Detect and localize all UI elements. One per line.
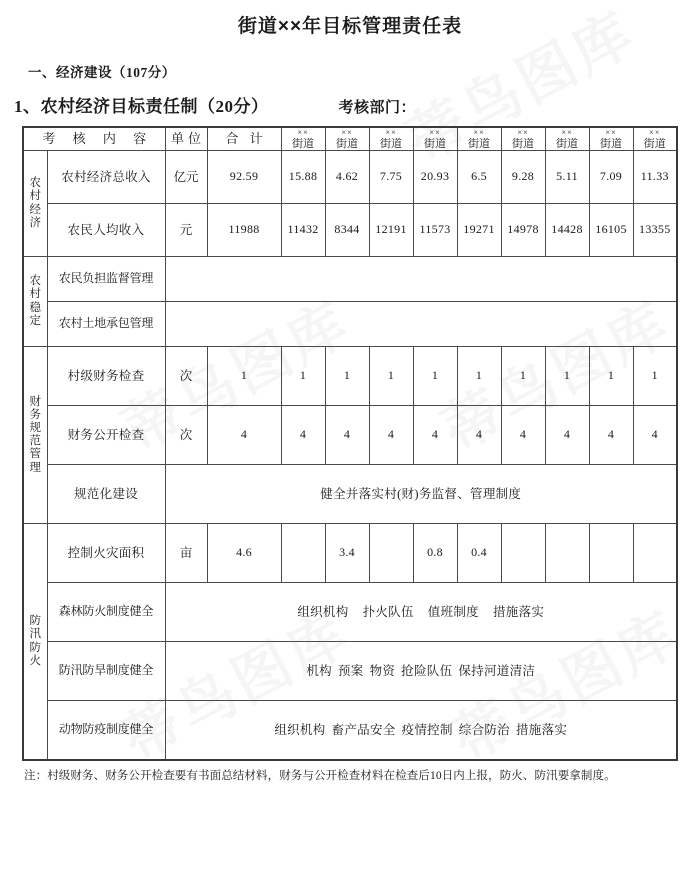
value-cell-7: 5.11 <box>545 151 589 204</box>
value-cell-2: 8344 <box>325 204 369 257</box>
table-row <box>23 583 677 642</box>
category-char: 村 <box>29 190 41 203</box>
unit-cell: 元 <box>165 204 207 257</box>
header-content: 考 核 内 容 <box>23 127 165 151</box>
value-cell-2: 3.4 <box>325 524 369 583</box>
header-street-7 <box>545 127 589 151</box>
page-title: 街道××年目标管理责任表 <box>237 16 463 37</box>
category-char: 财 <box>29 395 41 408</box>
header-street-4 <box>413 127 457 151</box>
item-label-cell: 控制火灾面积 <box>47 524 165 583</box>
header-street-2 <box>325 127 369 151</box>
description-part: 机构 <box>306 664 332 679</box>
street-suffix: 街道 <box>468 137 491 150</box>
item-label-cell: 农民人均收入 <box>47 204 165 257</box>
value-cell-5: 6.5 <box>457 151 501 204</box>
unit-cell: 次 <box>165 347 207 406</box>
value-cell-8: 16105 <box>589 204 633 257</box>
table-row <box>23 642 677 701</box>
description-part: 物资 <box>369 664 396 679</box>
category-char: 经 <box>29 203 41 216</box>
assessment-department-label: 考核部门： <box>338 99 417 116</box>
street-prefix: ×× <box>561 126 573 137</box>
value-cell-8: 4 <box>589 406 633 465</box>
category-char: 防 <box>29 641 41 654</box>
header-street-5 <box>457 127 501 151</box>
unit-cell: 亿元 <box>165 151 207 204</box>
table-row <box>23 204 677 257</box>
total-cell: 11988 <box>207 204 281 257</box>
merged-description-cell <box>165 302 677 347</box>
merged-description-cell <box>165 701 677 761</box>
description-part: 预案 <box>337 664 364 679</box>
value-cell-9: 1 <box>633 347 677 406</box>
value-cell-2: 4 <box>325 406 369 465</box>
description-part: 保持河道清洁 <box>458 664 536 679</box>
street-prefix: ×× <box>605 126 617 137</box>
value-cell-7: 1 <box>545 347 589 406</box>
street-suffix: 街道 <box>600 137 623 150</box>
table-row <box>23 465 677 524</box>
value-cell-4: 20.93 <box>413 151 457 204</box>
description-part: 措施落实 <box>515 723 568 738</box>
value-cell-9 <box>633 524 677 583</box>
item-label-cell: 森林防火制度健全 <box>47 583 165 642</box>
category-char: 务 <box>29 408 41 421</box>
value-cell-9: 11.33 <box>633 151 677 204</box>
header-street-9 <box>633 127 677 151</box>
table-row <box>23 257 677 302</box>
value-cell-5: 4 <box>457 406 501 465</box>
item-label-cell: 规范化建设 <box>47 465 165 524</box>
category-char: 管 <box>29 448 41 461</box>
value-cell-8: 7.09 <box>589 151 633 204</box>
street-prefix: ×× <box>341 126 353 137</box>
category-char: 防 <box>29 615 41 628</box>
street-prefix: ×× <box>429 126 441 137</box>
table-row <box>23 302 677 347</box>
subsection-row <box>0 81 700 126</box>
merged-description-cell <box>165 583 677 642</box>
description-part: 畜产品安全 <box>331 723 396 738</box>
street-prefix: ×× <box>385 126 397 137</box>
unit-cell: 亩 <box>165 524 207 583</box>
item-label-cell: 农民负担监督管理 <box>47 257 165 302</box>
table-container <box>0 126 700 761</box>
category-char: 农 <box>29 177 41 190</box>
table-row <box>23 151 677 204</box>
table-row <box>23 701 677 761</box>
responsibility-table <box>22 126 678 761</box>
description-part: 组织机构 <box>297 605 349 620</box>
street-suffix: 街道 <box>424 137 447 150</box>
street-prefix: ×× <box>648 126 661 137</box>
value-cell-5: 0.4 <box>457 524 501 583</box>
value-cell-3 <box>369 524 413 583</box>
merged-description-cell <box>165 257 677 302</box>
value-cell-3: 1 <box>369 347 413 406</box>
merged-description-cell: 健全并落实村(财)务监督、管理制度 <box>165 465 677 524</box>
total-cell: 4 <box>207 406 281 465</box>
value-cell-2: 1 <box>325 347 369 406</box>
value-cell-4: 11573 <box>413 204 457 257</box>
value-cell-3: 7.75 <box>369 151 413 204</box>
category-char: 规 <box>29 421 41 434</box>
table-row <box>23 524 677 583</box>
value-cell-7: 14428 <box>545 204 589 257</box>
category-char: 村 <box>29 288 41 301</box>
value-cell-8: 1 <box>589 347 633 406</box>
value-cell-6: 9.28 <box>501 151 545 204</box>
street-suffix: 街道 <box>292 137 315 150</box>
category-cell <box>23 257 47 347</box>
category-cell <box>23 524 47 761</box>
item-label-cell: 村级财务检查 <box>47 347 165 406</box>
value-cell-9: 4 <box>633 406 677 465</box>
description-part: 综合防治 <box>458 723 510 738</box>
value-cell-1: 15.88 <box>281 151 325 204</box>
street-suffix: 街道 <box>512 137 535 150</box>
value-cell-5: 1 <box>457 347 501 406</box>
category-char: 火 <box>29 654 41 667</box>
table-header <box>23 127 677 151</box>
value-cell-3: 12191 <box>369 204 413 257</box>
value-cell-7 <box>545 524 589 583</box>
header-street-6 <box>501 127 545 151</box>
header-street-8 <box>589 127 633 151</box>
table-body <box>23 151 677 761</box>
value-cell-7: 4 <box>545 406 589 465</box>
value-cell-6: 1 <box>501 347 545 406</box>
description-part: 疫情控制 <box>401 723 453 738</box>
header-row <box>23 127 677 151</box>
unit-cell: 次 <box>165 406 207 465</box>
value-cell-4: 4 <box>413 406 457 465</box>
value-cell-1 <box>281 524 325 583</box>
item-label-cell: 农村土地承包管理 <box>47 302 165 347</box>
street-suffix: 街道 <box>556 137 579 150</box>
value-cell-1: 11432 <box>281 204 325 257</box>
table-note: 注：村级财务、财务公开检查要有书面总结材料，财务与公开检查材料在检查后10日内上报，防火、防汛要拿制度。 <box>24 770 616 783</box>
item-label-cell: 动物防疫制度健全 <box>47 701 165 761</box>
street-suffix: 街道 <box>336 137 359 150</box>
table-row <box>23 406 677 465</box>
value-cell-1: 1 <box>281 347 325 406</box>
value-cell-3: 4 <box>369 406 413 465</box>
description-part: 组织机构 <box>274 723 326 738</box>
category-char: 农 <box>29 275 41 288</box>
category-char: 理 <box>29 461 41 474</box>
description-part: 扑火队伍 <box>362 605 414 620</box>
category-char: 汛 <box>29 628 41 641</box>
description-part: 值班制度 <box>427 605 479 620</box>
description-part: 抢险队伍 <box>401 664 453 679</box>
value-cell-4: 1 <box>413 347 457 406</box>
item-label-cell: 财务公开检查 <box>47 406 165 465</box>
category-char: 定 <box>29 314 41 327</box>
street-prefix: ×× <box>297 126 309 137</box>
value-cell-2: 4.62 <box>325 151 369 204</box>
street-prefix: ×× <box>473 126 485 137</box>
header-street-1 <box>281 127 325 151</box>
value-cell-5: 19271 <box>457 204 501 257</box>
header-unit: 单位 <box>165 127 207 151</box>
section-heading: 一、经济建设（107分） <box>28 64 176 80</box>
item-label-cell: 防汛防旱制度健全 <box>47 642 165 701</box>
category-cell <box>23 151 47 257</box>
merged-description-cell <box>165 642 677 701</box>
description-part: 措施落实 <box>492 605 545 620</box>
value-cell-4: 0.8 <box>413 524 457 583</box>
category-char: 稳 <box>29 301 41 314</box>
total-cell: 4.6 <box>207 524 281 583</box>
value-cell-6: 14978 <box>501 204 545 257</box>
street-suffix: 街道 <box>380 137 403 150</box>
header-total: 合 计 <box>207 127 281 151</box>
category-cell <box>23 347 47 524</box>
category-char: 范 <box>29 435 41 448</box>
header-street-3 <box>369 127 413 151</box>
street-prefix: ×× <box>517 126 529 137</box>
value-cell-6: 4 <box>501 406 545 465</box>
subsection-heading: 1、农村经济目标责任制（20分） <box>14 96 269 116</box>
street-suffix: 街道 <box>643 137 666 150</box>
category-char: 济 <box>29 216 41 229</box>
value-cell-1: 4 <box>281 406 325 465</box>
total-cell: 1 <box>207 347 281 406</box>
value-cell-9: 13355 <box>633 204 677 257</box>
value-cell-8 <box>589 524 633 583</box>
value-cell-6 <box>501 524 545 583</box>
total-cell: 92.59 <box>207 151 281 204</box>
item-label-cell: 农村经济总收入 <box>47 151 165 204</box>
table-row <box>23 347 677 406</box>
